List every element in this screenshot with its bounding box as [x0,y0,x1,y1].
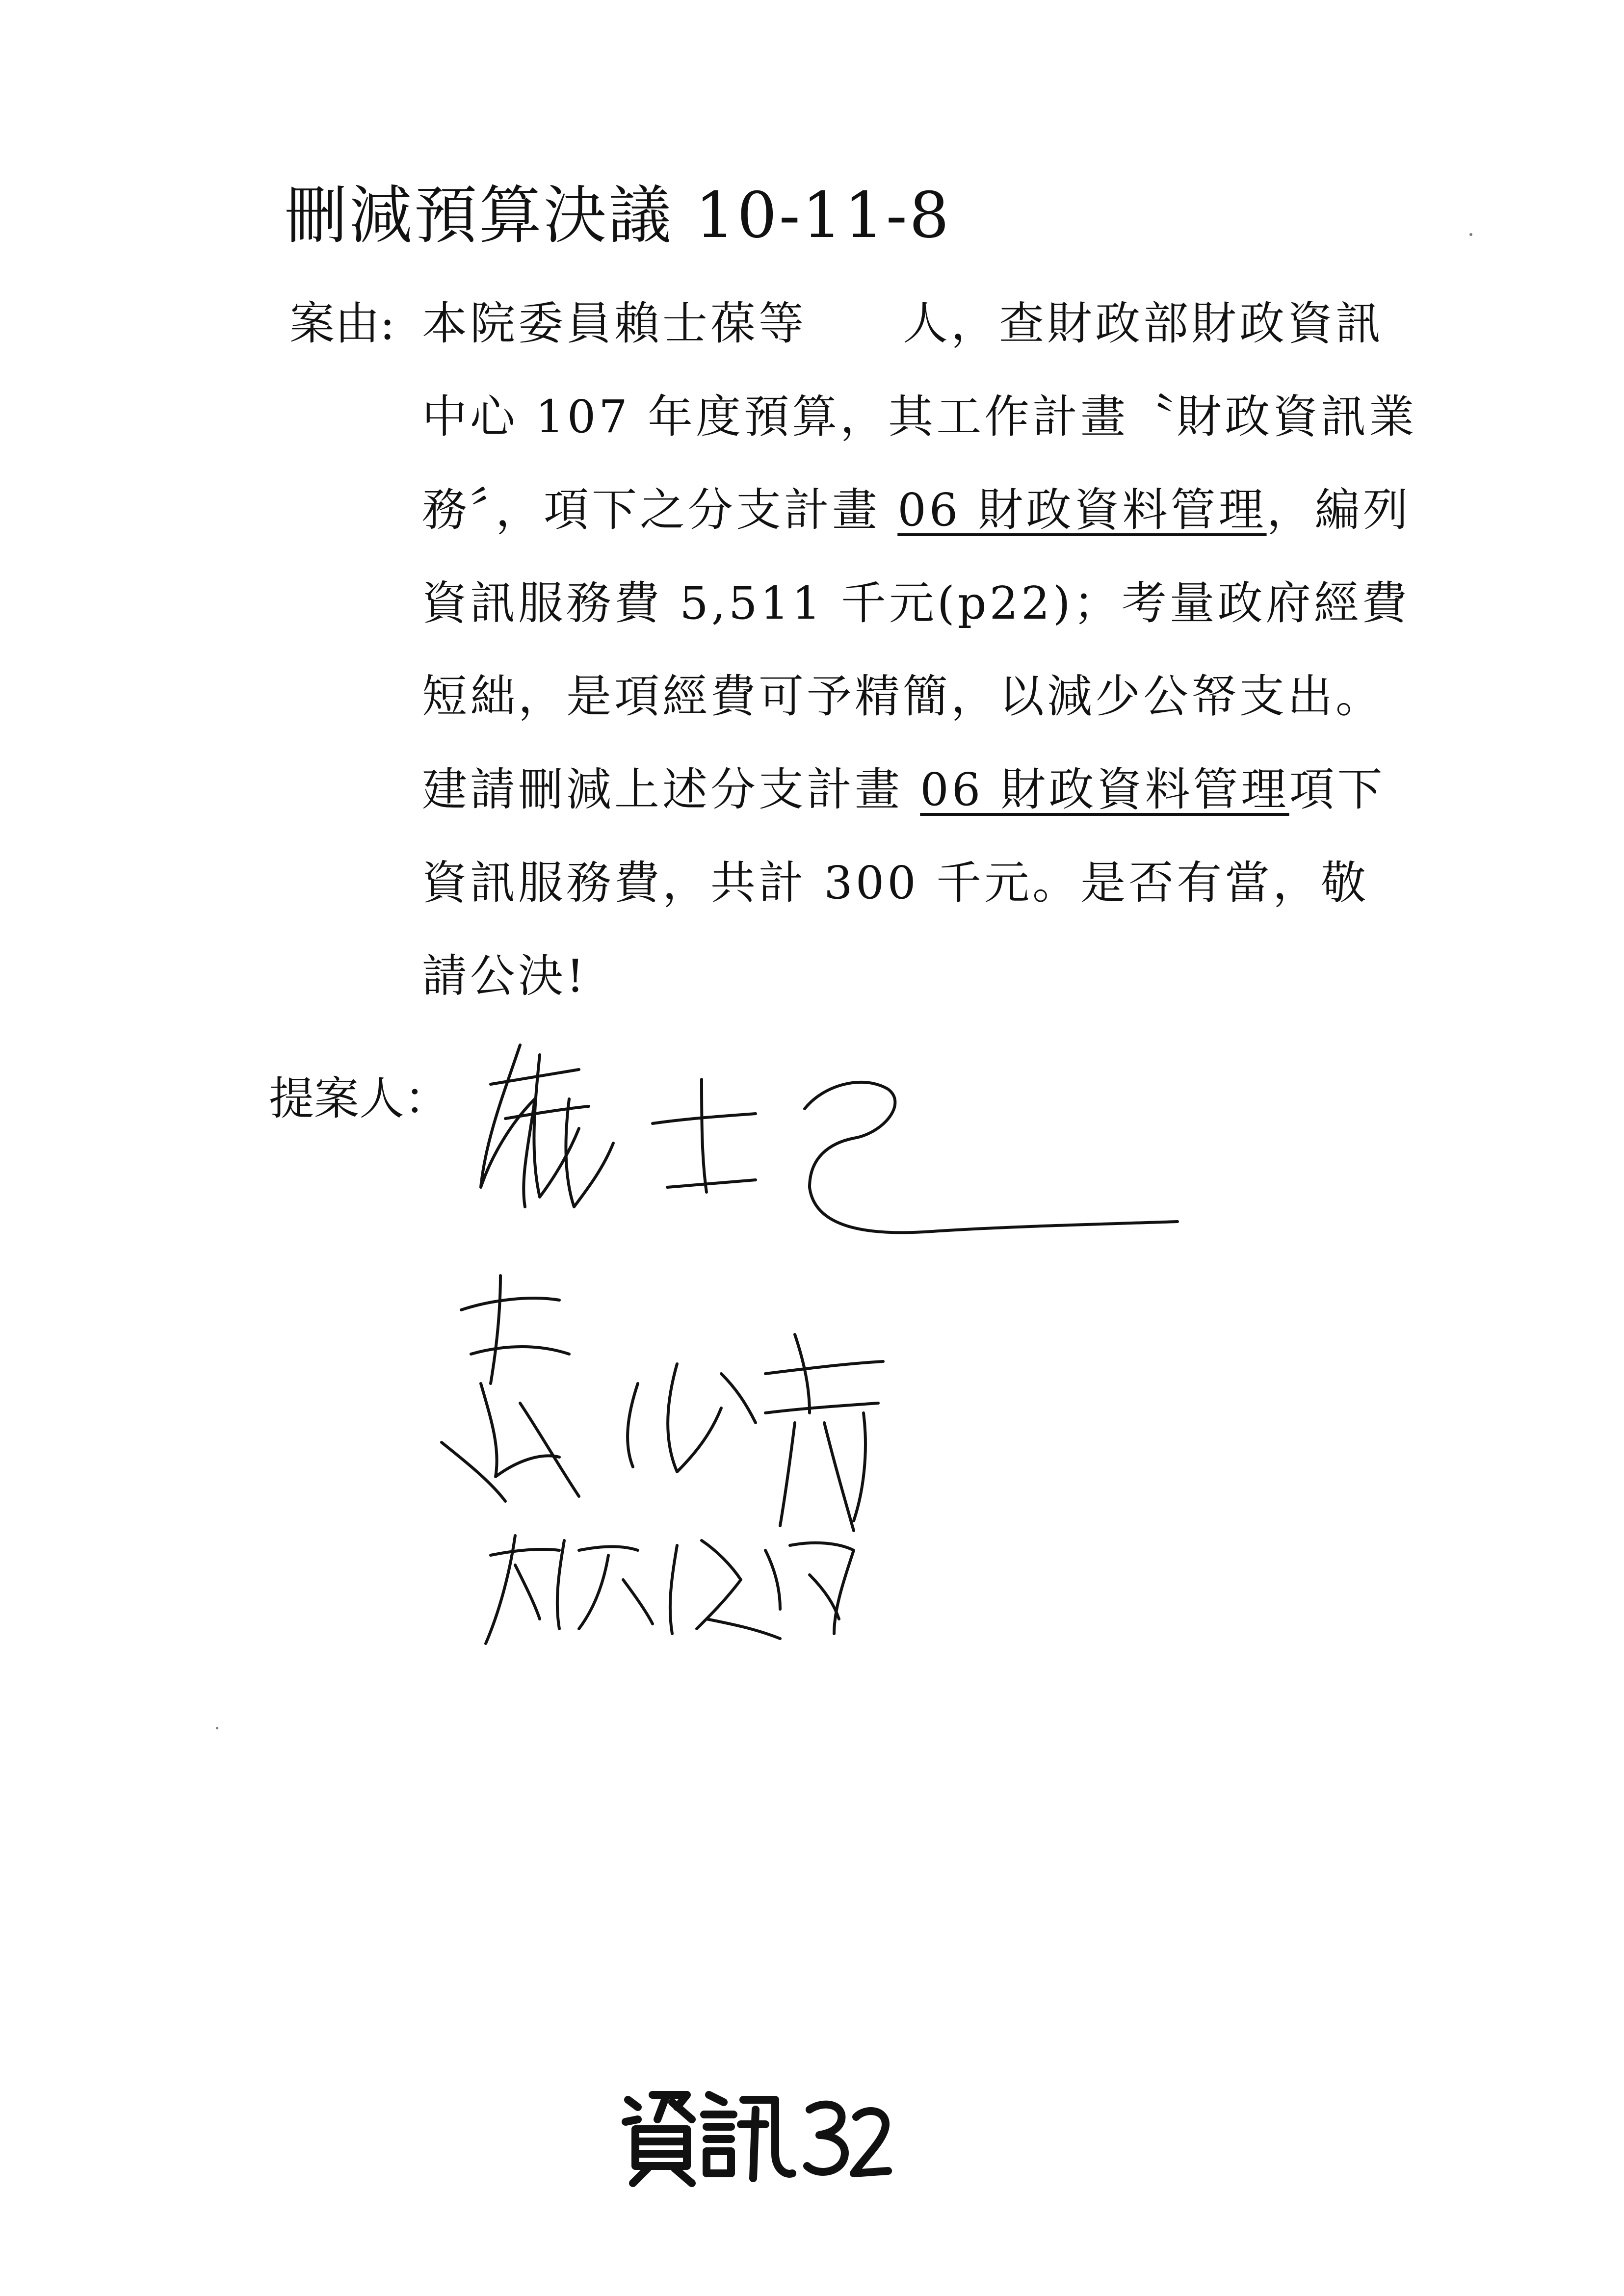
handwritten-note [618,2080,893,2188]
underlined-plan-name: 06 財政資料管理 [897,484,1267,536]
reason-line-text: 短絀，是項經費可予精簡，以減少公帑支出。 [422,670,1384,723]
reason-line-text: 務〞，項下之分支計畫 [422,484,898,536]
reason-line-text: 資訊服務費 5,511 千元(p22)；考量政府經費 [422,577,1410,629]
proposer-label: 提案人： [269,1072,450,1125]
underlined-plan-name: 06 財政資料管理 [920,763,1289,816]
signature-2 [442,1276,883,1531]
scan-speck [216,1727,218,1729]
reason-line-text: 建請刪減上述分支計畫 [422,763,920,816]
reason-line-text: 項下 [1289,763,1386,816]
reason-line-text: 請公決! [422,950,587,1002]
reason-line-text: ，編列 [1266,484,1411,536]
signature-1 [481,1045,1178,1232]
scan-speck [1469,233,1472,236]
reason-label: 案由: [289,297,395,350]
reason-line-text: 中心 107 年度預算，其工作計畫〝財政資訊業 [422,391,1417,443]
document-title: 刪減預算決議 10-11-8 [285,179,951,252]
reason-line-text: 本院委員賴士葆等 人，查財政部財政資訊 [422,297,1384,350]
signature-3 [486,1536,854,1644]
reason-line-text: 資訊服務費，共計 300 千元。是否有當，敬 [422,857,1369,909]
